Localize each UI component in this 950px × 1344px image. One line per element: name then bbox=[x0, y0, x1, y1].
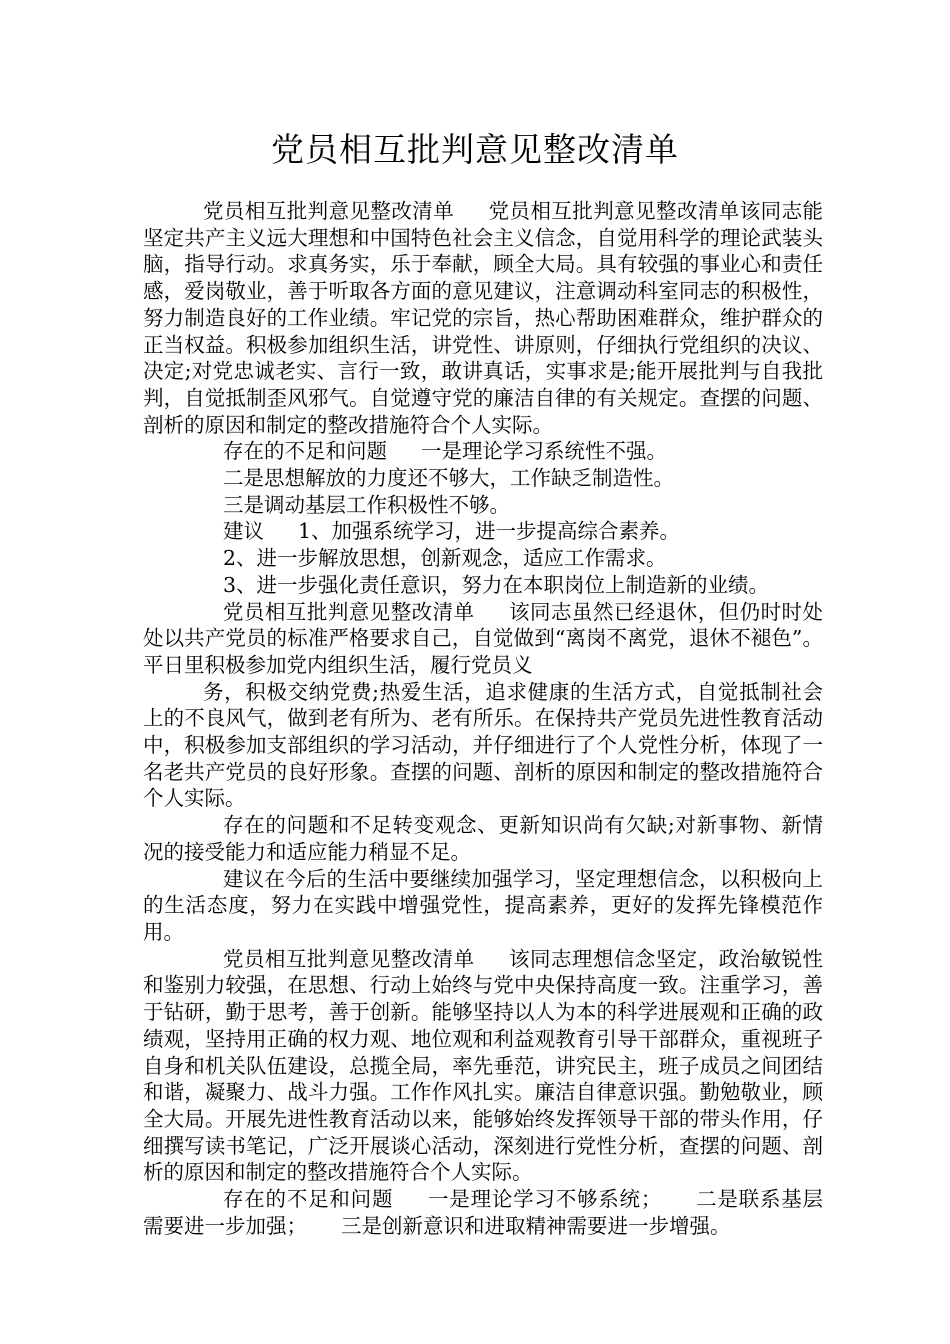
paragraph-5 bbox=[143, 518, 823, 545]
inline-heading: 存在的不足和问题 bbox=[223, 439, 387, 464]
paragraph-6: 2、进一步解放思想，创新观念，适应工作需求。 bbox=[223, 546, 667, 571]
paragraph-text: 1、加强系统学习，进一步提高综合素养。 bbox=[298, 519, 681, 544]
paragraph-3: 二是思想解放的力度还不够大，工作缺乏制造性。 bbox=[223, 466, 674, 491]
paragraph-text: 一是理论学习系统性不强。 bbox=[421, 439, 667, 464]
inline-heading: 党员相互批判意见整改清单 bbox=[488, 199, 740, 223]
paragraph-2 bbox=[143, 438, 823, 465]
paragraph-text: 三是创新意识和进取精神需要进一步增强。 bbox=[341, 1213, 731, 1238]
paragraph-11: 建议在今后的生活中要继续加强学习，坚定理想信念，以积极向上的生活态度，努力在实践中增强党性，提高素养，更好的发挥先锋模范作用。 bbox=[143, 866, 823, 944]
paragraph-7: 3、进一步强化责任意识，努力在本职岗位上制造新的业绩。 bbox=[223, 572, 770, 597]
paragraph-10: 存在的问题和不足转变观念、更新知识尚有欠缺;对新事物、新情况的接受能力和适应能力稍显不足。 bbox=[143, 813, 823, 864]
inline-heading: 建议 bbox=[223, 519, 264, 544]
inline-heading: 存在的不足和问题 bbox=[223, 1187, 394, 1212]
paragraph-4: 三是调动基层工作积极性不够。 bbox=[223, 492, 510, 517]
paragraph-9: 务，积极交纳党费;热爱生活，追求健康的生活方式，自觉抵制社会上的不良风气，做到老有所为、老有所乐。在保持共产党员先进性教育活动中，积极参加支部组织的学习活动，并仔细进行了个人党性分析，体现了一名老共产党员的良好形象。查摆的问题、剖析的原因和制定的整改措施符合个人实际。 bbox=[143, 679, 823, 811]
paragraph-text: 该同志理想信念坚定，政治敏锐性和鉴别力较强，在思想、行动上始终与党中央保持高度一致。注重学习，善于钻研，勤于思考，善于创新。能够坚持以人为本的科学进展观和正确的政绩观，坚持用正确的权力观、地位观和利益观教育引导干部群众，重视班子自身和机关队伍建设，总揽全局，率先垂范，讲究民主，班子成员之间团结和谐，凝聚力、战斗力强。工作作风扎实。廉洁自律意识强。勤勉敬业，顾全大局。开展先进性教育活动以来，能够始终发挥领导干部的带头作用，仔细撰写读书笔记，广泛开展谈心活动，深刻进行党性分析，查摆的问题、剖析的原因和制定的整改措施符合个人实际。 bbox=[143, 946, 824, 1185]
paragraph-text: 该同志能坚定共产主义远大理想和中国特色社会主义信念，自觉用科学的理论武装头脑，指导行动。求真务实，乐于奉献，顾全大局。具有较强的事业心和责任感，爱岗敬业，善于听取各方面的意见建议，注意调动科室同志的积极性，努力制造良好的工作业绩。牢记党的宗旨，热心帮助困难群众，维护群众的正当权益。积极参加组织生活，讲党性、讲原则，仔细执行党组织的决议、决定;对党忠诚老实、言行一致，敢讲真话，实事求是;能开展批判与自我批判，自觉抵制歪风邪气。自觉遵守党的廉洁自律的有关规定。查摆的问题、剖析的原因和制定的整改措施符合个人实际。 bbox=[143, 199, 824, 437]
paragraph-text: 一是理论学习不够系统； bbox=[427, 1187, 662, 1212]
document-title: 党员相互批判意见整改清单 bbox=[271, 130, 679, 169]
inline-heading: 党员相互批判意见整改清单 bbox=[223, 599, 475, 624]
paragraph-13 bbox=[143, 1186, 823, 1239]
inline-heading: 党员相互批判意见整改清单 bbox=[203, 199, 455, 223]
paragraph-text: 二是联系基层需要进一步加强； bbox=[143, 1187, 824, 1238]
paragraph-text: 该同志虽然已经退休，但仍时时处处以共产党员的标准严格要求自己，自觉做到“离岗不离党，退休不褪色”。平日里积极参加党内组织生活，履行党员义 bbox=[143, 599, 824, 677]
paragraph-1 bbox=[143, 198, 823, 438]
document-body bbox=[143, 198, 823, 1239]
inline-heading: 党员相互批判意见整改清单 bbox=[223, 946, 475, 971]
paragraph-8 bbox=[143, 599, 823, 679]
paragraph-12 bbox=[143, 946, 823, 1186]
